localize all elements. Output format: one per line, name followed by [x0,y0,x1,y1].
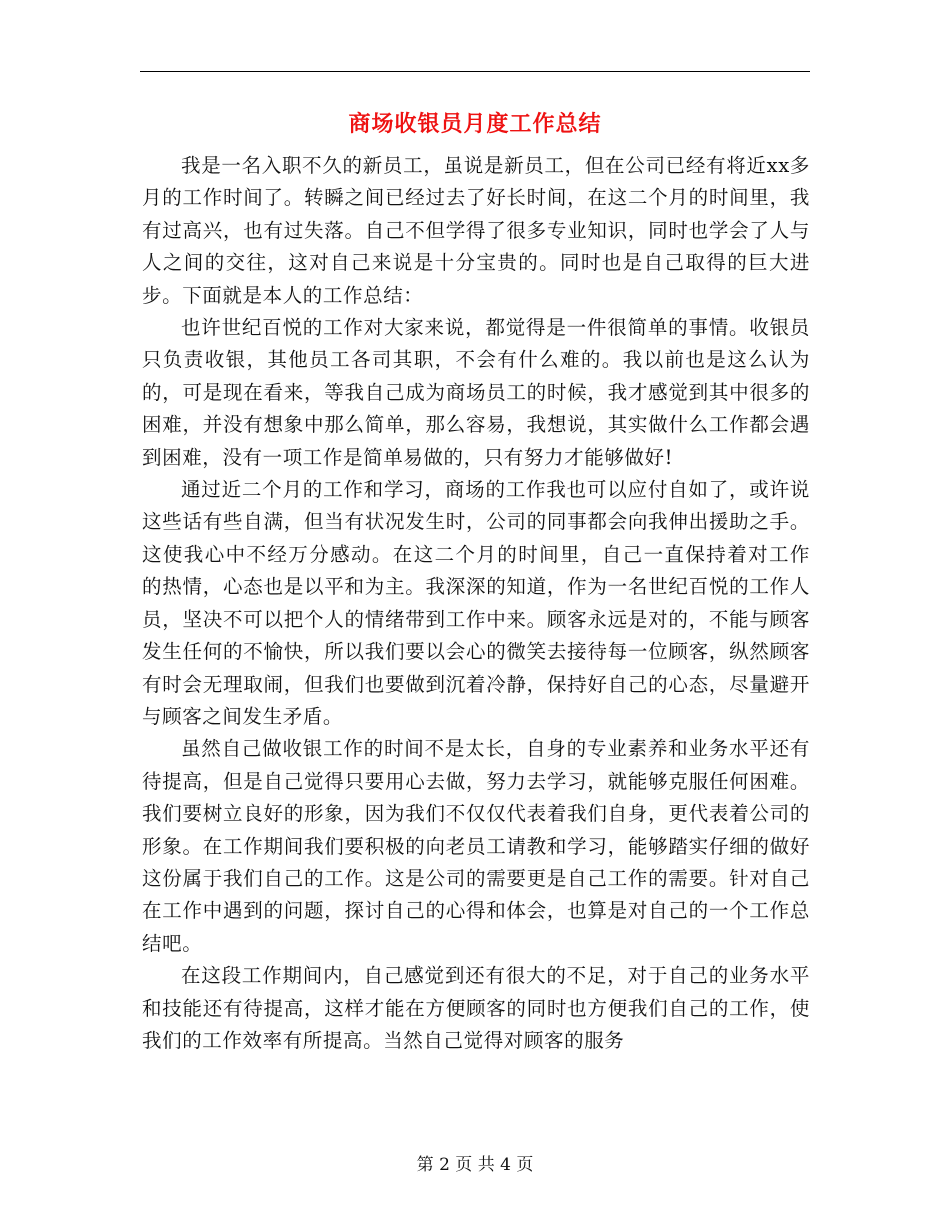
document-title: 商场收银员月度工作总结 [348,112,602,137]
document-body [142,150,810,1057]
paragraph: 通过近二个月的工作和学习，商场的工作我也可以应付自如了，或许说这些话有些自满，但当有状况发生时，公司的同事都会向我伸出援助之手。这使我心中不经万分感动。在这二个月的时间里，自己一直保持着对工作 的热情，心态也是以平和为主。我深深的知道，作为一名世纪百悦的工作人员，坚决不可以把个人的情绪带到工作中来。顾客永远是对的，不能与顾客发生任何的不愉快，所以我们要以会心的微笑去接待每一位顾客，纵然顾客有时会无理取闹，但我们也要做到沉着冷静，保持好自己的心态，尽量避开与顾客之间发生矛盾。 [142,478,810,728]
header-rule [140,71,810,72]
paragraph: 虽然自己做收银工作的时间不是太长，自身的专业素养和业务水平还有待提高，但是自己觉得只要用心去做，努力去学习，就能够克服任何困难。我们要树立良好的形象，因为我们不仅仅代表着我们自身，更代表着公司的形象。在工作期间我们要积极的向老员工请教和学习，能够踏实仔细的做好这份属于我们自己的工作。这是公司的需要更是自己工作的需要。针对自己在工作中遇到的问题，探讨自己的心得和体会，也算是对自己的一个工作总结吧。 [142,737,810,955]
paragraph: 我是一名入职不久的新员工，虽说是新员工，但在公司已经有将近xx多月的工作时间了。转瞬之间已经过去了好长时间，在这二个月的时间里，我有过高兴，也有过失落。自己不但学得了很多专业知识，同时也学会了人与人之间的交往，这对自己来说是十分宝贵的。同时也是自己取得的巨大进步。下面就是本人的工作总结： [142,154,810,307]
page-number-footer: 第 2 页 共 4 页 [416,1155,534,1175]
paragraph: 也许世纪百悦的工作对大家来说，都觉得是一件很简单的事情。收银员只负责收银，其他员工各司其职，不会有什么难的。我以前也是这么认为的，可是现在看来，等我自己成为商场员工的时候，我才感觉到其中很多的困难，并没有想象中那么简单，那么容易，我想说，其实做什么工作都会遇到困难，没有一项工作是简单易做的，只有努力才能够做好! [142,316,810,469]
paragraph: 在这段工作期间内，自己感觉到还有很大的不足，对于自己的业务水平和技能还有待提高，这样才能在方便顾客的同时也方便我们自己的工作，使我们的工作效率有所提高。当然自己觉得对顾客的服务 [142,964,810,1052]
